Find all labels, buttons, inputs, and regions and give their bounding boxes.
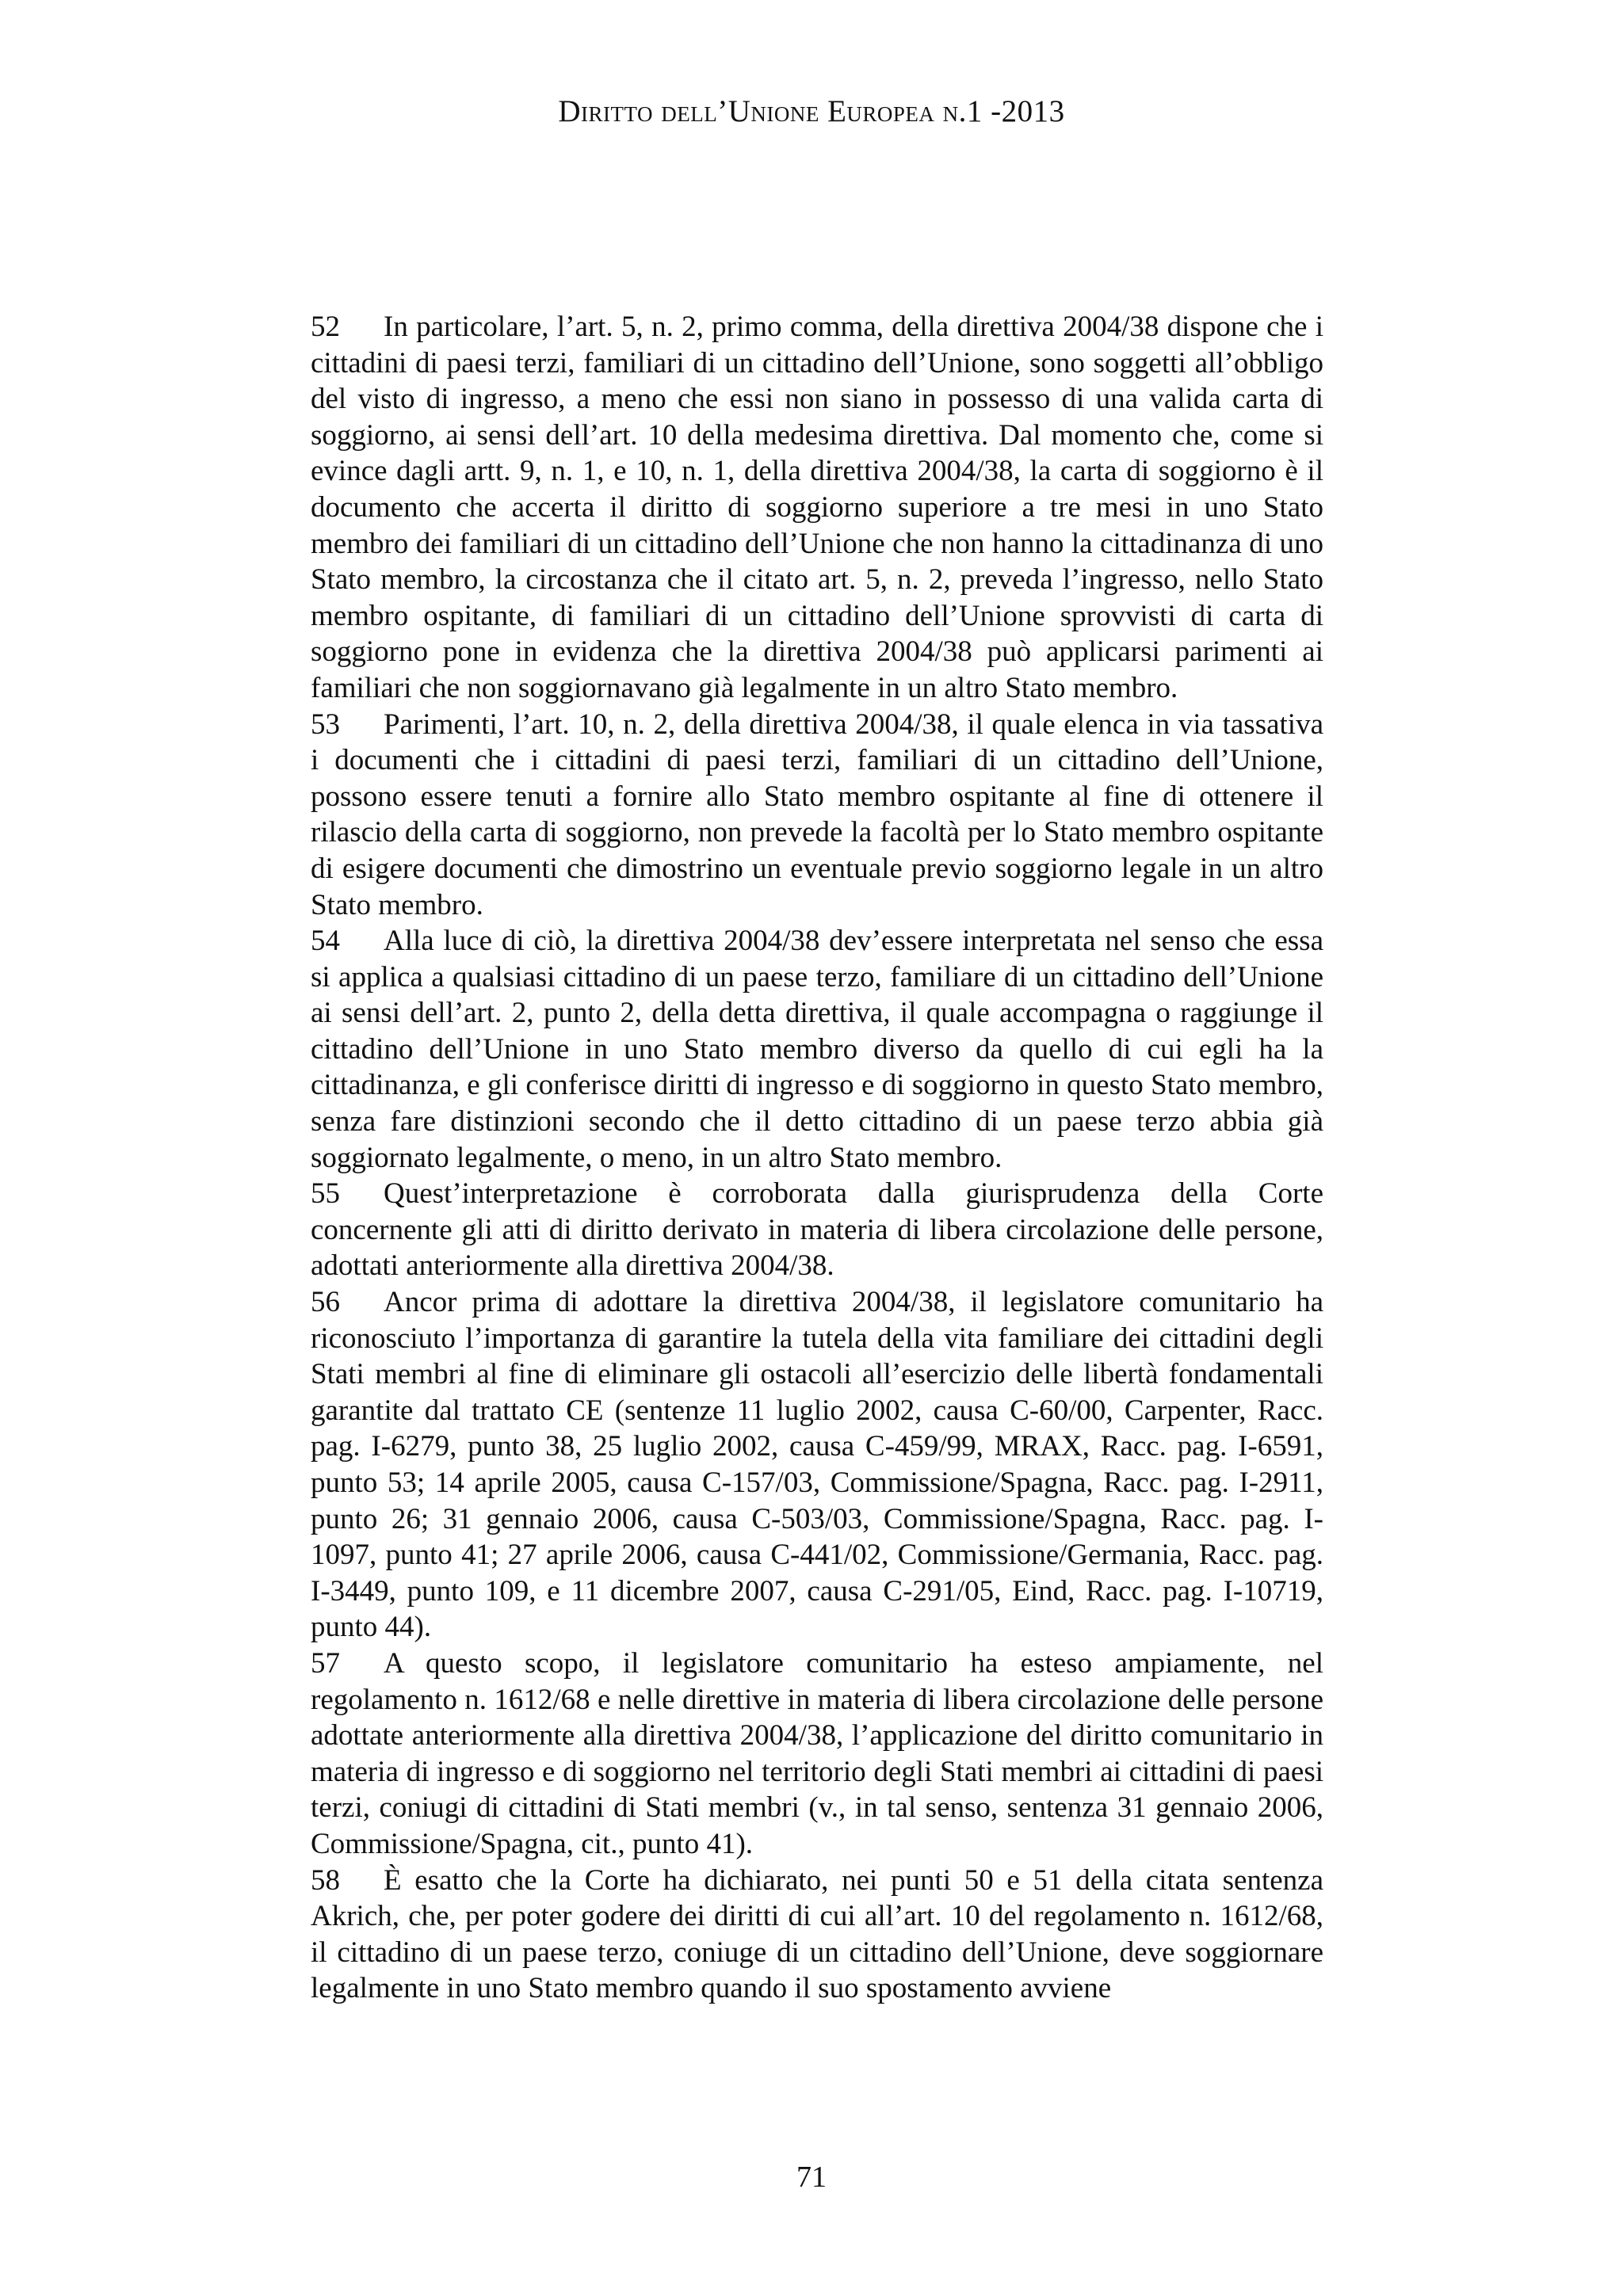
paragraph-56: [311, 1284, 1323, 1646]
running-header: Diritto dell’Unione Europea n.1 -2013: [558, 94, 1065, 128]
paragraph-text: In particolare, l’art. 5, n. 2, primo comma, della direttiva 2004/38 dispone che i cittadini di paesi terzi, familiari di un cittadino dell’Unione, sono soggetti all’obbligo del visto di ingresso, a meno che essi non siano in possesso di una valida carta di soggiorno, ai sensi dell’art. 10 della medesima direttiva. Dal momento che, come si evince dagli artt. 9, n. 1, e 10, n. 1, della direttiva 2004/38, la carta di soggiorno è il documento che accerta il diritto di soggiorno superiore a tre mesi in uno Stato membro dei familiari di un cittadino dell’Unione che non hanno la cittadinanza di uno Stato membro, la circostanza che il citato art. 5, n. 2, preveda l’ingresso, nello Stato membro ospitante, di familiari di un cittadino dell’Unione sprovvisti di carta di soggiorno pone in evidenza che la direttiva 2004/38 può applicarsi parimenti ai familiari che non soggiornavano già legalmente in un altro Stato membro.: [311, 311, 1323, 704]
page-number: 71: [796, 2161, 827, 2194]
paragraph-number: 55: [311, 1177, 340, 1211]
paragraph-53: [311, 707, 1323, 924]
paragraph-text: Quest’interpretazione è corroborata dalla giurisprudenza della Corte concernente gli atti di diritto derivato in materia di libera circolazione delle persone, adottati anteriormente alla direttiva 2004/38.: [311, 1177, 1323, 1283]
paragraph-52: [311, 309, 1323, 707]
paragraph-number: 52: [311, 311, 340, 343]
paragraph-number: 54: [311, 925, 340, 958]
paragraph-text: Alla luce di ciò, la direttiva 2004/38 dev’essere interpretata nel senso che essa si applica a qualsiasi cittadino di un paese terzo, familiare di un cittadino dell’Unione ai sensi dell’art. 2, punto 2, della detta direttiva, il quale accompagna o raggiunge il cittadino dell’Unione in uno Stato membro diverso da quello di cui egli ha la cittadinanza, e gli conferisce diritti di ingresso e di soggiorno in questo Stato membro, senza fare distinzioni secondo che il detto cittadino di un paese terzo abbia già soggiornato legalmente, o meno, in un altro Stato membro.: [311, 925, 1323, 1174]
paragraph-57: [311, 1646, 1323, 1863]
paragraph-58: [311, 1863, 1323, 2007]
paragraph-text: A questo scopo, il legislatore comunitario ha esteso ampiamente, nel regolamento n. 1612/68 e nelle direttive in materia di libera circolazione delle persone adottate anteriormente alla direttiva 2004/38, l’applicazione del diritto comunitario in materia di ingresso e di soggiorno nel territorio degli Stati membri ai cittadini di paesi terzi, coniugi di cittadini di Stati membri (v., in tal senso, sentenza 31 gennaio 2006, Commissione/Spagna, cit., punto 41).: [311, 1646, 1323, 1860]
paragraph-text: Parimenti, l’art. 10, n. 2, della direttiva 2004/38, il quale elenca in via tassativa i documenti che i cittadini di paesi terzi, familiari di un cittadino dell’Unione, possono essere tenuti a fornire allo Stato membro ospitante al fine di ottenere il rilascio della carta di soggiorno, non prevede la facoltà per lo Stato membro ospitante di esigere documenti che dimostrino un eventuale previo soggiorno legale in un altro Stato membro.: [311, 707, 1323, 921]
paragraph-number: 58: [311, 1863, 340, 1897]
paragraph-text: Ancor prima di adottare la direttiva 2004/38, il legislatore comunitario ha riconosciuto l’importanza di garantire la tutela della vita familiare dei cittadini degli Stati membri al fine di eliminare gli ostacoli all’esercizio delle libertà fondamentali garantite dal trattato CE (sentenze 11 luglio 2002, causa C-60/00, Carpenter, Racc. pag. I-6279, punto 38, 25 luglio 2002, causa C-459/99, MRAX, Racc. pag. I-6591, punto 53; 14 aprile 2005, causa C-157/03, Commissione/Spagna, Racc. pag. I-2911, punto 26; 31 gennaio 2006, causa C-503/03, Commissione/Spagna, Racc. pag. I-1097, punto 41; 27 aprile 2006, causa C-441/02, Commissione/Germania, Racc. pag. I-3449, punto 109, e 11 dicembre 2007, causa C-291/05, Eind, Racc. pag. I-10719, punto 44).: [311, 1286, 1323, 1644]
paragraph-text: È esatto che la Corte ha dichiarato, nei punti 50 e 51 della citata sentenza Akrich, che, per poter godere dei diritti di cui all’art. 10 del regolamento n. 1612/68, il cittadino di un paese terzo, coniuge di un cittadino dell’Unione, deve soggiornare legalmente in uno Stato membro quando il suo spostamento avviene: [311, 1863, 1323, 2005]
paragraph-number: 53: [311, 707, 340, 741]
paragraph-number: 56: [311, 1286, 340, 1319]
main-text: [311, 309, 1323, 2007]
paragraph-54: [311, 923, 1323, 1176]
paragraph-55: [311, 1176, 1323, 1284]
paragraph-number: 57: [311, 1646, 340, 1680]
